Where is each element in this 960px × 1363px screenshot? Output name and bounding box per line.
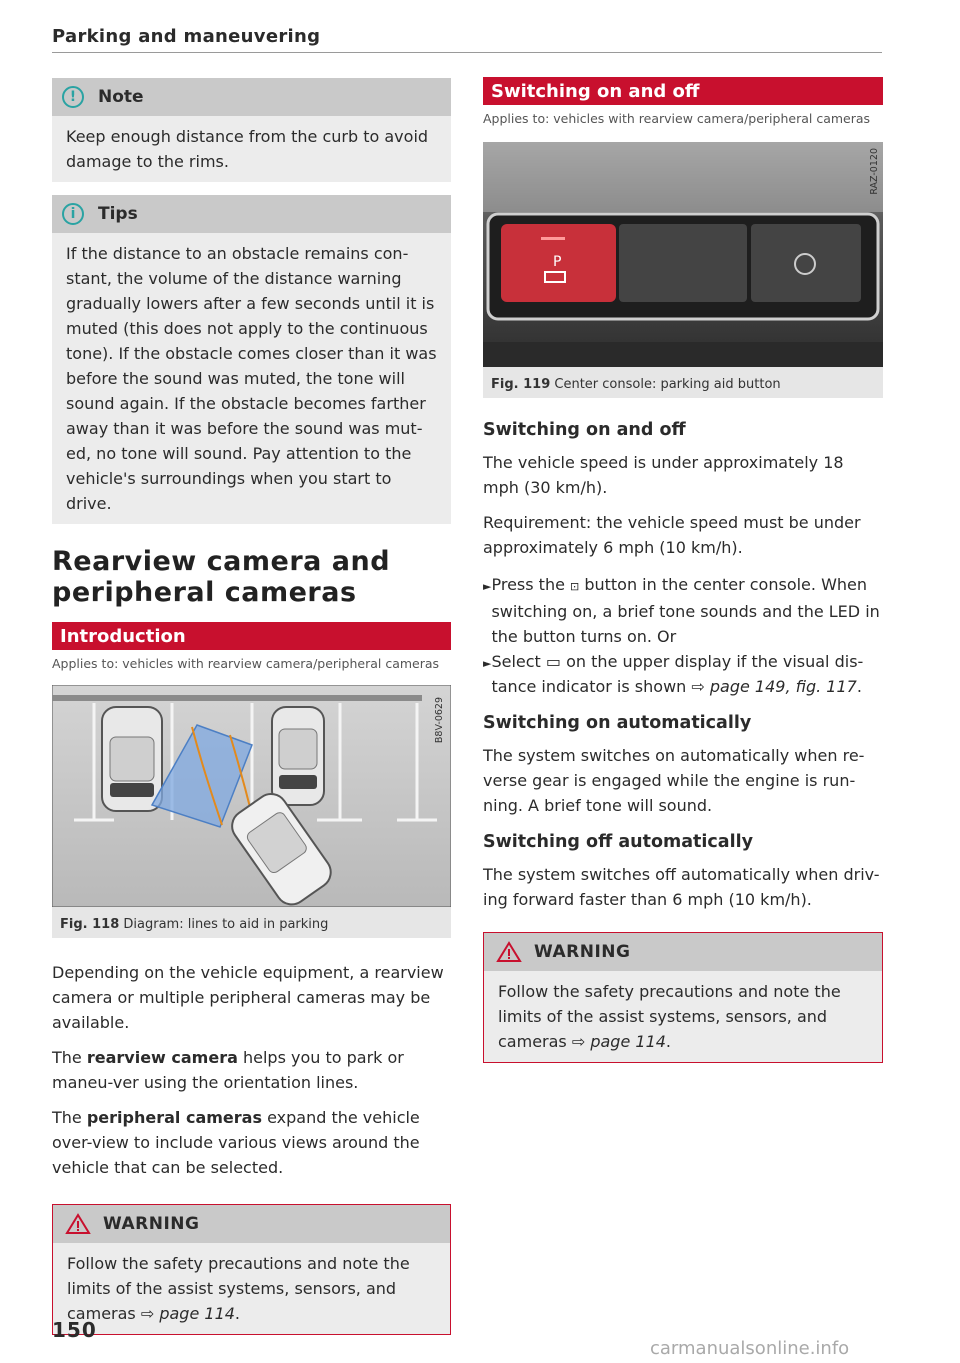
- figure-label-right: Fig. 119: [491, 377, 551, 392]
- tips-text: If the distance to an obstacle remains con-stant, the volume of the distance warning gradually lowers after a few seconds until it is muted (this does not apply to the continuous tone). If the obstacle comes closer than it was before the sound was muted, the tone will sound again. If the obstacle becomes farther away than it was before the sound was mut-ed, no tone will sound. Pay attention to the vehicle's surroundings when you start to drive.: [66, 244, 437, 513]
- peripheral-cameras-term: peripheral cameras: [86, 1108, 262, 1127]
- left-column: [52, 78, 451, 1335]
- right-column: [483, 77, 883, 1063]
- bullet-arrow-icon: ►: [483, 657, 492, 670]
- warning-end-right: .: [665, 1032, 672, 1051]
- warning-body: Follow the safety precautions and note the limits of the assist systems, sensors, and cameras: [67, 1254, 410, 1323]
- bullet2-end: .: [856, 677, 862, 696]
- bullet1-rest: button in the center console. When switching on, a brief tone sounds and the LED in the button turns on. Or: [491, 575, 880, 646]
- page-header: [52, 26, 882, 53]
- warning-end: .: [234, 1304, 241, 1323]
- figure-caption-text: Diagram: lines to aid in parking: [123, 917, 329, 932]
- warning-title-right: WARNING: [534, 942, 631, 962]
- para3-lead: The: [52, 1108, 87, 1127]
- chapter-heading-line1: Rearview camera and: [52, 546, 391, 577]
- figure-118: [52, 685, 451, 938]
- para3-rest: expand the vehicle over-view to include various views around the vehicle that can be selected.: [52, 1108, 420, 1177]
- warning-header-right: [484, 933, 882, 971]
- section-title: Parking and maneuvering: [52, 26, 321, 47]
- applies-to: Applies to: vehicles with rearview camera/peripheral cameras: [52, 656, 440, 671]
- warning-box-right: [483, 932, 883, 1063]
- figure-id: B8V-0629: [434, 697, 445, 744]
- tips-box: [52, 195, 451, 524]
- heading-auto-on: Switching on automatically: [483, 713, 752, 733]
- introduction-bar: Introduction: [52, 622, 451, 650]
- note-box: [52, 78, 451, 182]
- figure-119: [483, 142, 883, 398]
- para2-rest: helps you to park or maneu-ver using the orientation lines.: [52, 1048, 404, 1092]
- figure-id-right: RAZ-0120: [869, 148, 880, 195]
- warning-text-right: [484, 971, 882, 1062]
- warning-text: [53, 1243, 450, 1334]
- svg-text:P: P: [553, 254, 562, 270]
- page-number: 150: [52, 1318, 97, 1342]
- applies-to-right: Applies to: vehicles with rearview camera/peripheral cameras: [483, 111, 871, 126]
- page-reference-fig-link[interactable]: ⇨ page 149, fig. 117: [691, 677, 857, 696]
- note-text: Keep enough distance from the curb to avoid damage to the rims.: [66, 127, 429, 171]
- bullet1-lead: Press the: [491, 575, 571, 594]
- note-title: Note: [98, 87, 144, 107]
- display-car-icon: ▭: [545, 652, 562, 671]
- bullet2-lead: Select: [491, 652, 546, 671]
- parking-aid-button-icon: ⊡: [570, 580, 580, 593]
- paragraph-auto-off: The system switches off automatically when driv-ing forward faster than 6 mph (10 km/h).: [483, 865, 880, 909]
- bullet-select-display: [483, 649, 883, 699]
- paragraph-peripheral: [52, 1105, 451, 1180]
- info-icon: i: [62, 203, 84, 225]
- parking-diagram-image: [52, 685, 451, 907]
- heading-auto-off: Switching off automatically: [483, 832, 753, 852]
- chapter-heading-line2: peripheral cameras: [52, 577, 357, 608]
- bullet2-rest: on the upper display if the visual dis-tance indicator is shown: [491, 652, 864, 696]
- figure-caption-right: [483, 371, 883, 398]
- bullet-arrow-icon: ►: [483, 580, 492, 593]
- tips-header: [52, 195, 451, 233]
- rearview-camera-term: rearview camera: [86, 1048, 238, 1067]
- bullet-press-button: [483, 572, 883, 649]
- exclamation-icon: !: [62, 86, 84, 108]
- figure-caption-text-right: Center console: parking aid button: [554, 377, 781, 392]
- tips-title: Tips: [98, 204, 138, 224]
- page-reference-link[interactable]: ⇨ page 114: [140, 1304, 235, 1323]
- warning-header: [53, 1205, 450, 1243]
- warning-triangle-icon: [65, 1213, 91, 1235]
- figure-label: Fig. 118: [60, 917, 120, 932]
- warning-body-right: Follow the safety precautions and note the limits of the assist systems, sensors, and cameras: [498, 982, 841, 1051]
- center-console-image: [483, 142, 883, 367]
- paragraph-rearview: [52, 1045, 451, 1095]
- page-reference-link-right[interactable]: ⇨ page 114: [571, 1032, 666, 1051]
- watermark: carmanualsonline.info: [650, 1338, 850, 1359]
- note-header: [52, 78, 451, 116]
- paragraph-availability: Depending on the vehicle equipment, a rearview camera or multiple peripheral cameras may be available.: [52, 963, 444, 1032]
- chapter-heading: [52, 546, 451, 608]
- warning-box-left: [52, 1204, 451, 1335]
- warning-triangle-icon: [496, 941, 522, 963]
- figure-caption: [52, 911, 451, 938]
- paragraph-auto-on: The system switches on automatically when re-verse gear is engaged while the engine is run-ning. A brief tone will sound.: [483, 746, 865, 815]
- paragraph-requirement: Requirement: the vehicle speed must be under approximately 6 mph (10 km/h).: [483, 513, 861, 557]
- para2-lead: The: [52, 1048, 87, 1067]
- heading-switching-on-off: Switching on and off: [483, 420, 686, 440]
- paragraph-speed: The vehicle speed is under approximately 18 mph (30 km/h).: [483, 453, 844, 497]
- warning-title: WARNING: [103, 1214, 200, 1234]
- switching-bar: Switching on and off: [483, 77, 883, 105]
